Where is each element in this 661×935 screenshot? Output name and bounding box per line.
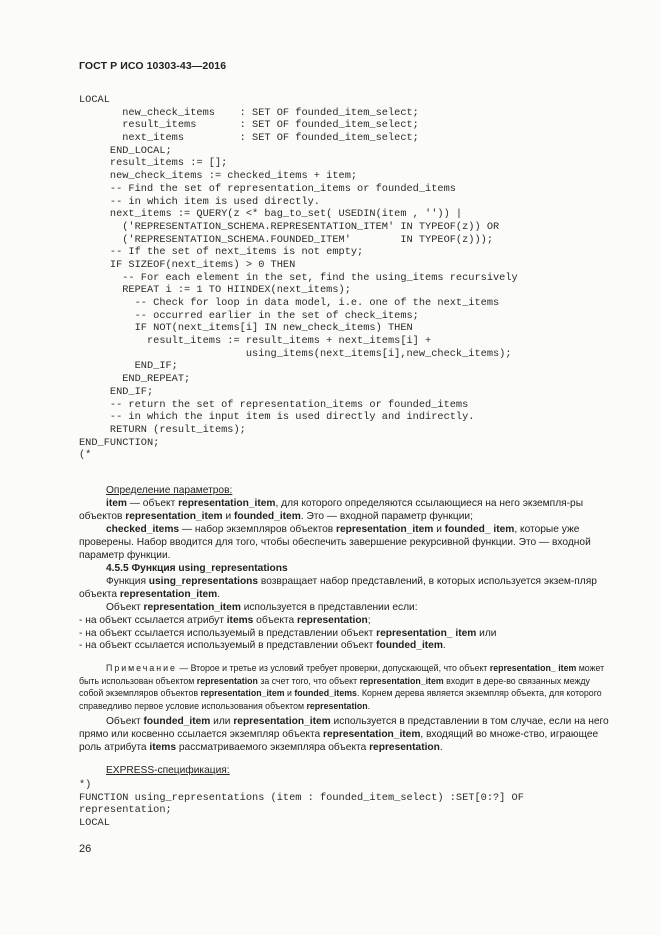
code-line: -- Find the set of representation_items or founded_items <box>79 182 456 195</box>
code-line: result_items := []; <box>79 157 228 170</box>
section-paragraph-2: Объект representation_item используется в представлении если: <box>106 601 418 613</box>
express-heading: EXPRESS-спецификация: <box>106 765 230 776</box>
list-item: - на объект ссылается атрибут items объекта representation; <box>79 614 371 626</box>
code-line: END_IF; <box>79 385 154 398</box>
code-line: -- Check for loop in data model, i.e. one of the next_items <box>79 297 500 309</box>
code-line: IF SIZEOF(next_items) > 0 THEN <box>79 258 296 271</box>
code-line: -- return the set of representation_items or founded_items <box>79 398 469 411</box>
page-number: 26 <box>79 843 92 855</box>
express-heading-block <box>79 765 615 778</box>
code-line: LOCAL <box>79 94 110 106</box>
section-heading: 4.5.5 Функция using_representations <box>106 563 288 574</box>
code-line: -- If the set of next_items is not empty; <box>79 246 364 259</box>
code-line: result_items := result_items + next_items[i] + <box>79 335 432 348</box>
code-line: -- For each element in the set, find the using_items recursively <box>79 271 518 284</box>
code-line: RETURN (result_items); <box>79 423 246 436</box>
code-line: END_LOCAL; <box>79 144 172 157</box>
code-block-bottom <box>79 779 524 830</box>
code-line: LOCAL <box>79 817 110 830</box>
parameters-section <box>79 485 615 562</box>
code-line: FUNCTION using_representations (item : founded_item_select) :SET[0:?] OF <box>79 791 524 804</box>
code-line: new_check_items : SET OF founded_item_select; <box>79 106 419 119</box>
param-checked-items: checked_items — набор экземпляров объектов representation_item и founded_ item, которые уже проверены. Набор вводится для того, чтобы обеспечить завершение рекурсивной функции. Это — входной параметр функции. <box>79 523 591 561</box>
code-line: ('REPRESENTATION_SCHEMA.FOUNDED_ITEM' IN TYPEOF(z))); <box>79 233 494 246</box>
code-line: next_items := QUERY(z <* bag_to_set( USEDIN(item , '')) | <box>79 208 463 221</box>
code-line: using_items(next_items[i],new_check_items); <box>79 347 512 360</box>
code-line: IF NOT(next_items[i] IN new_check_items) THEN <box>79 322 413 335</box>
code-block-top <box>79 94 518 462</box>
code-line: END_FUNCTION; <box>79 436 160 449</box>
note-label: Примечание <box>106 663 177 673</box>
parameters-heading: Определение параметров: <box>106 485 233 496</box>
code-line: -- in which the input item is used directly and indirectly. <box>79 411 475 424</box>
list-item: - на объект ссылается используемый в представлении объект founded_item. <box>79 640 446 652</box>
code-line: representation; <box>79 804 172 817</box>
paragraph-usage: Объект founded_item или representation_item используется в представлении в том случае, если на него прямо или косвенно ссылается экземпляр объекта representation_item, входящий во множе-ство, играющее роль атрибута items рассматриваемого экземпляра объекта representation. <box>79 716 609 753</box>
code-line: (* <box>79 449 92 462</box>
code-line: END_IF; <box>79 360 178 373</box>
list-item: - на объект ссылается используемый в представлении объект representation_ item или <box>79 627 497 639</box>
section-paragraph-1: Функция using_representations возвращает набор представлений, в которых используется экзем-пляр объекта representation_item. <box>79 575 597 600</box>
code-line: END_REPEAT; <box>79 373 191 386</box>
param-item: item — объект representation_item, для которого определяются ссылающиеся на него экземпля-ры объектов representation_item и founded_item. Это — входной параметр функции; <box>79 497 584 522</box>
code-line: next_items : SET OF founded_item_select; <box>79 132 419 145</box>
code-line: new_check_items := checked_items + item; <box>79 170 358 183</box>
code-line: REPEAT i := 1 TO HIINDEX(next_items); <box>79 284 351 297</box>
page-header: ГОСТ Р ИСО 10303-43—2016 <box>79 60 227 72</box>
code-line: -- in which item is used directly. <box>79 195 320 208</box>
code-line: *) <box>79 779 92 791</box>
code-line: ('REPRESENTATION_SCHEMA.REPRESENTATION_ITEM' IN TYPEOF(z)) OR <box>79 220 500 233</box>
note: Примечание — Второе и третье из условий требует проверки, допускающей, что объект representation_ item может быть использован объектом representation за счет того, что объект representation_item входит в дере-во связанных между собой экземпляров объектов representation_item и founded_items. Корнем дерева является экземпляр объекта, для которого справедливо первое условие использования объектом representation. <box>79 663 605 711</box>
function-section <box>79 563 615 653</box>
code-line: result_items : SET OF founded_item_select; <box>79 119 419 132</box>
code-line: -- occurred earlier in the set of check_items; <box>79 309 419 322</box>
